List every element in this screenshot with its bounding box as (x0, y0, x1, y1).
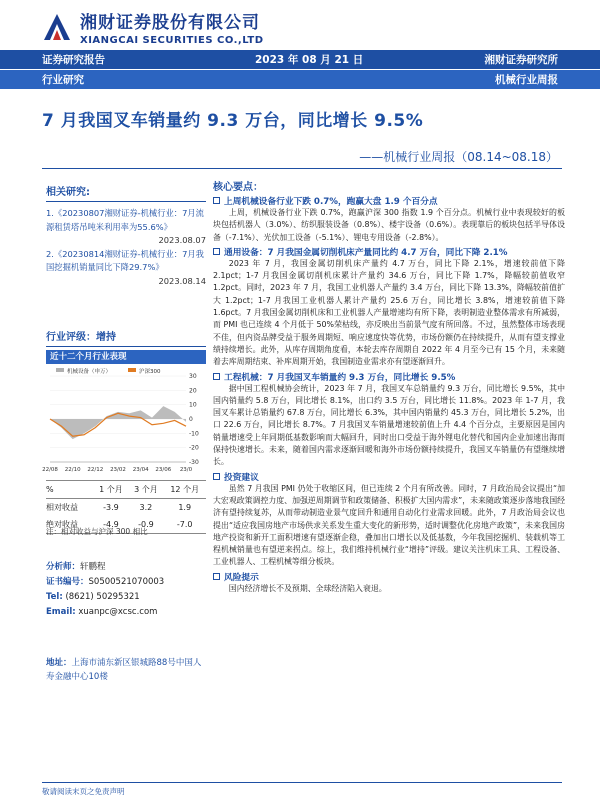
table-cell: 绝对收益 (46, 516, 93, 534)
table-header-cell: 12 个月 (163, 481, 206, 499)
institute: 湘财证券研究所 (484, 54, 558, 66)
industry-performance-chart (42, 366, 206, 476)
header-bar-bottom (0, 70, 600, 89)
section-title: 上周机械设备行业下跌 0.7%，跑赢大盘 1.9 个百分点 (213, 195, 565, 207)
x-tick-label: 22/12 (87, 467, 104, 473)
table-row (46, 499, 206, 517)
doc-type: 证券研究报告 (42, 54, 105, 66)
y-tick-label: -10 (189, 430, 199, 438)
title-divider (42, 168, 562, 169)
legend-label: 机械设备（申万） (67, 369, 112, 375)
x-tick-label: 23/06 (155, 467, 172, 473)
section-title: 风险提示 (213, 571, 565, 583)
legend-swatch (56, 368, 64, 372)
related-item-1[interactable]: 1.《20230807湘财证券-机械行业：7月流源租赁塔吊吨米利用率为55.6%》 (46, 208, 204, 232)
table-header-row (46, 481, 206, 499)
table-header-cell: 1 个月 (93, 481, 128, 499)
footer-disclaimer: 敬请阅读末页之免责声明 (42, 787, 125, 796)
y-tick-label: 10 (189, 401, 197, 409)
section-title: 通用设备：7 月我国金属切削机床产量同比约 4.7 万台，同比下降 2.1% (213, 246, 565, 258)
table-cell: 1.9 (178, 503, 192, 512)
x-tick-label: 23/02 (110, 467, 126, 473)
checkbox-square-icon (213, 248, 220, 255)
section-paragraph: 国内经济增长不及预期、全球经济陷入衰退。 (228, 583, 387, 593)
key-points-heading: 核心要点： (213, 182, 263, 193)
x-tick-label: 22/10 (64, 467, 81, 473)
analyst-name: 轩鹏程 (80, 562, 106, 572)
table-cell: 相对收益 (46, 503, 78, 512)
checkbox-square-icon (213, 197, 220, 204)
checkbox-square-icon (213, 373, 220, 380)
tel-number: (8621) 50295321 (65, 592, 140, 602)
section-paragraph: 虽然 7 月我国 PMI 仍处于收缩区间，但已连续 2 个月有所改善。同时，7 月政治局会议提出“加大宏观政策调控力度、加强逆周期调节和政策储备、积极扩大国内需求”，未来随政策逐步落地我国经济有望持续复苏，从而带动制造业景气度回升和通用自动化行业需求回暖。此外，7 月政治局会议也提出“适应我国房地产市场供求关系发生重大变化的新形势，适时调整优化房地产政策”，未来我国房地产投资和新开工面积增速有望逐渐企稳，叠加出口增长以及低基数，今年我国挖掘机、装载机等工程机械销量也有望逆来拐点。综上，我们维持机械行业“增持”评级。建议关注机床工具、工程设备、工业机器人、工程机械等细分板块。 (213, 483, 565, 567)
analyst-label: 分析师： (46, 562, 81, 572)
y-tick-label: -20 (189, 444, 199, 452)
table-cell: -4.9 (93, 516, 128, 534)
addr-text: 上海市浦东新区银城路88号中国人寿金融中心10楼 (46, 658, 202, 682)
company-name-cn: 湘财证券股份有限公司 (80, 13, 260, 33)
cert-number: S0500521070003 (88, 577, 165, 587)
analyst-info (46, 560, 206, 620)
checkbox-square-icon (213, 573, 220, 580)
category: 行业研究 (42, 74, 84, 86)
section-paragraph: 2023 年 7 月，我国金属切削机床产量约 4.7 万台，同比下降 2.1%，增速较前值下降 2.1pct；1-7 月我国金属切削机床累计产量约 34.6 万台，同比下降 1.7%，降幅较前值收窄 1.2pct。同时，2023 年 7 月，我国工业机器人产量约 3.4 万台，同比下降 13.3%，降幅较前值扩大 1.2pct；1-7 月我国工业机器人累计产量约 25.6 万台，同比增长 3.8%，增速较前值下降 1.6pct。7 月我国金属切削机床和工业机器人产量增速均有所下降，表明制造业整体需求有所减弱，而 PMI 也已连续 4 个月低于 50%荣枯线，亦反映出当前景气度有所回落。不过，虽然整体市场表现不佳，但内资品牌受益于服务周期短、响应速度快等优势，市场份额仍在持续提升，从而有望支撑业绩持续增长。此外，从库存周期角度看，本轮去库存周期自 2022 年 4 月至今已有 15 个月，未来随着去库周期结束、补库周期开始，我国制造业需求亦有望逐渐回升。 (213, 258, 565, 367)
y-tick-label: 0 (189, 416, 193, 423)
section-title: 投资建议 (213, 471, 565, 483)
main-content (213, 178, 565, 595)
x-tick-label: 22/08 (42, 467, 58, 473)
legend-label: 沪深300 (139, 369, 161, 375)
table-note: 注：相对收益与沪深 300 相比 (46, 527, 148, 536)
x-tick-label: 23/04 (132, 467, 149, 473)
table-cell: -3.9 (103, 503, 119, 512)
company-logo-icon (40, 10, 74, 44)
company-logo (40, 8, 264, 46)
email-label: Email: (46, 607, 76, 617)
series: 机械行业周报 (495, 74, 558, 86)
report-title: 7 月我国叉车销量约 9.3 万台，同比增长 9.5% (42, 111, 424, 131)
table-header-cell: % (46, 481, 93, 499)
section-title: 工程机械：7 月我国叉车销量约 9.3 万台，同比增长 9.5% (213, 371, 565, 383)
chart-heading: 近十二个月行业表现 (46, 350, 206, 364)
checkbox-square-icon (213, 473, 220, 480)
company-name-en: XIANGCAI SECURITIES CO.,LTD (80, 35, 264, 46)
address-info (46, 656, 206, 684)
y-tick-label: 20 (189, 387, 197, 395)
y-tick-label: 30 (189, 373, 197, 380)
table-cell: 3.2 (139, 503, 153, 512)
related-item-2[interactable]: 2.《20230814湘财证券-机械行业：7月我国挖掘机销量同比下降29.7%》 (46, 248, 204, 272)
table-cell: -0.9 (128, 516, 163, 534)
cert-label: 证书编号： (46, 577, 89, 587)
tel-label: Tel: (46, 592, 63, 602)
table-cell: -7.0 (163, 516, 206, 534)
related-research (46, 183, 206, 288)
y-tick-label: -30 (189, 459, 199, 466)
footer-divider (42, 782, 562, 783)
section-paragraph: 上周，机械设备行业下跌 0.7%，跑赢沪深 300 指数 1.9 个百分点。机械行业中表现较好的板块包括机器人（3.0%）、纺织服装设备（0.8%）、楼宇设备（0.6%）。表现靠后的板块包括半导体设备（-7.1%）、光伏加工设备（-5.1%）、锂电专用设备（-2.8%）。 (213, 208, 565, 242)
related-item-1-date: 2023.08.07 (158, 235, 206, 245)
addr-label: 地址： (46, 658, 72, 668)
report-subtitle: ——机械行业周报（08.14~08.18） (359, 150, 558, 164)
legend-swatch (128, 368, 136, 372)
industry-rating: 行业评级：增持 (46, 328, 206, 347)
table-header-cell: 3 个月 (128, 481, 163, 499)
email-address[interactable]: xuanpc@xcsc.com (78, 607, 158, 617)
related-heading: 相关研究: (46, 183, 206, 202)
x-tick-label: 23/0 (179, 467, 193, 473)
report-date: 2023 年 08 月 21 日 (255, 54, 364, 66)
header-bar-top (0, 50, 600, 69)
related-item-2-date: 2023.08.14 (158, 275, 206, 286)
section-paragraph: 据中国工程机械协会统计，2023 年 7 月，我国叉车总销量约 9.3 万台，同比增长 9.5%，其中国内销量约 5.8 万台，同比增长 8.1%，出口约 3.5 万台，同比增长 11.8%。2023 年 1-7 月，我国叉车累计总销量约 67.8 万台，同比增长 6.3%，其中国内销量约 45.3 万台，同比增长 5.2%，出口 22.6 万台，同比增长 8.7%。7 月我国叉车销量增速较前值上升 4.4 个百分点，主要原因是国内销量增速受上年同期低基数影响而大幅回升，同时出口受益于海外锂电化替代和国内企业加速出海而保持快速增长。未来，随着国内需求逐渐回暖和海外市场份额持续提升，我国叉车销量仍有望继续增长。 (213, 383, 565, 467)
